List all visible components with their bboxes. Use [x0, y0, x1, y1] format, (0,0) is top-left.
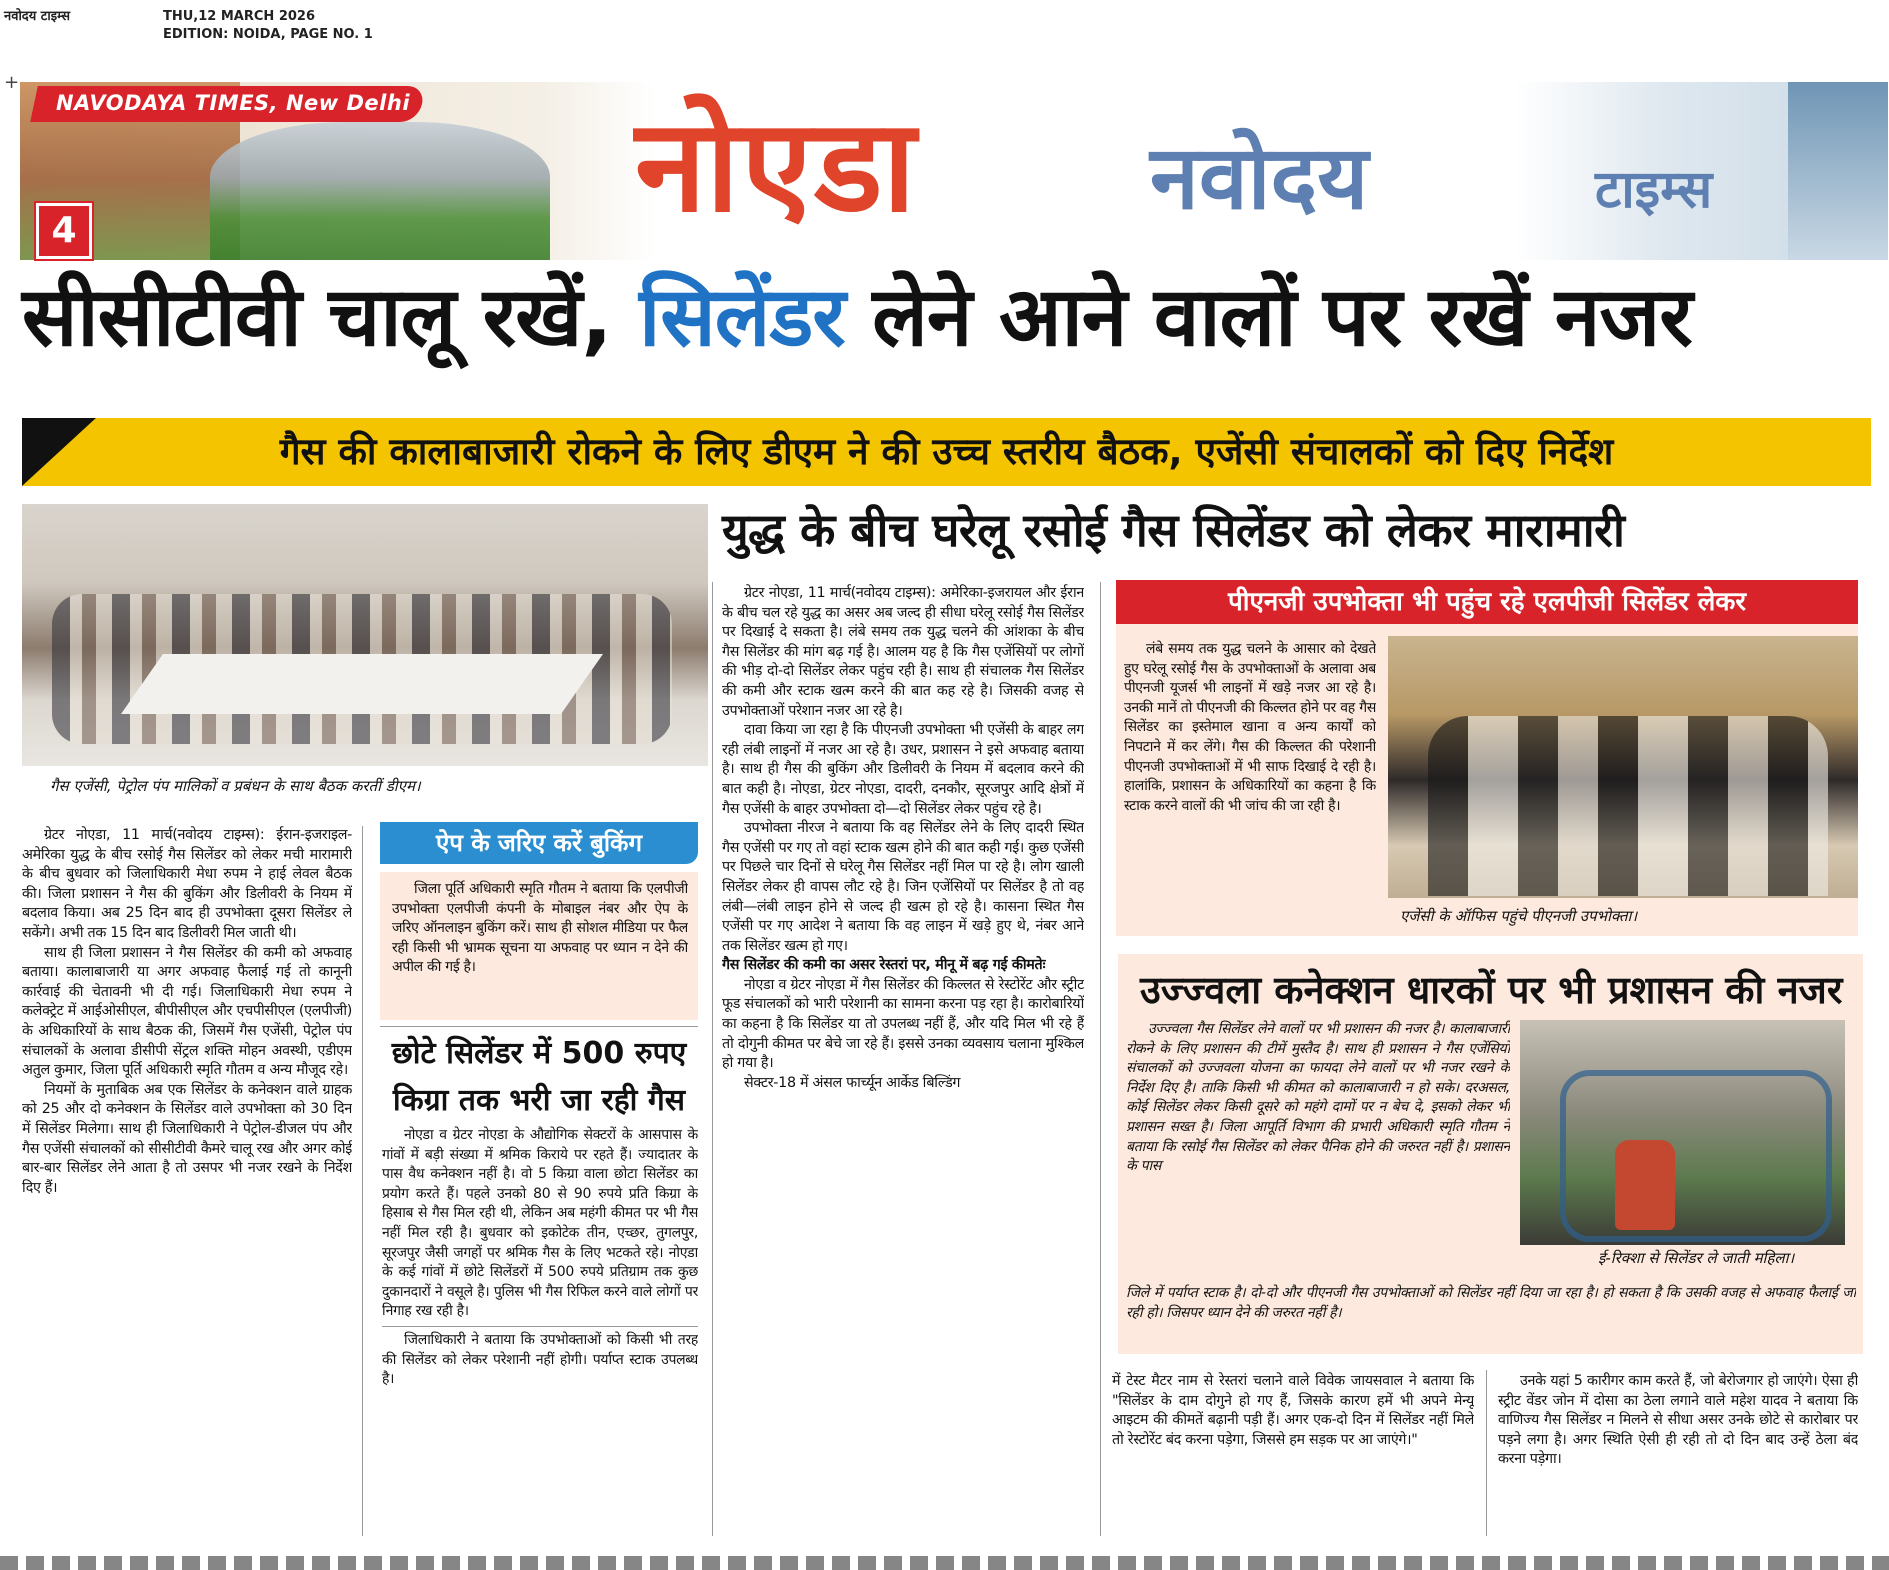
war-story-paragraph: दावा किया जा रहा है कि पीएनजी उपभोक्ता भी एजेंसी के बाहर लग रही लंबी लाइनों में नजर आ रहे है। उधर, प्रशासन ने इसे अफवाह बताया है। साथ ही गैस की बुकिंग और डिलीवरी के नियम में बदलाव करने की बात कही है। नोएडा, ग्रेटर नोएडा, दादरी, दनकौर, सूरजपुर आदि क्षेत्रों में गैस एजेंसी के बाहर उपभोक्ता दो—दो सिलेंडर लेकर पहुंच रहे है।	[722, 722, 1084, 817]
restaurant-paragraph: में टेस्ट मैटर नाम से रेस्तरां चलाने वाले विवेक जायसवाल ने बताया कि "सिलेंडर के दाम दोगुने हो गए हैं, जिसके कारण हमें भी अपने मेन्यू आइटम की कीमतें बढ़ानी पड़ी हैं। अगर एक-दो दिन में सिलेंडर नहीं मिले तो रेस्टोरेंट बंद करना पड़ेगा, जिससे हम सड़क पर आ जाएंगे।"	[1112, 1373, 1474, 1448]
png-photo-caption: एजेंसी के ऑफिस पहुंचे पीएनजी उपभोक्ता।	[1400, 907, 1638, 925]
small-cylinder-headline: छोटे सिलेंडर में 500 रुपए किग्रा तक भरी जा रही गैस	[391, 1036, 687, 1118]
war-story-headline: युद्ध के बीच घरेलू रसोई गैस सिलेंडर को लेकर मारामारी	[722, 503, 1625, 557]
restaurant-column-a	[1112, 1372, 1474, 1538]
main-headline-highlight: सिलेंडर	[639, 270, 845, 365]
page-number: 4	[36, 203, 92, 259]
masthead-building-image	[1788, 82, 1888, 260]
edition-info	[163, 8, 373, 44]
app-booking-paragraph: जिला पूर्ति अधिकारी स्मृति गौतम ने बताया कि एलपीजी उपभोक्ता एलपीजी कंपनी के मोबाइल नंबर और ऐप के जरिए ऑनलाइन बुकिंग करें। साथ ही सोशल मीडिया पर फैल रही किसी भी भ्रामक सूचना या अफवाह पर ध्यान न देने की अपील की गई है।	[392, 881, 688, 975]
war-story-paragraph: उपभोक्ता नीरज ने बताया कि वह सिलेंडर लेने के लिए दादरी स्थित गैस एजेंसी पर गए तो वहां स्टाक खत्म होने की बात कही गई। कुछ एजेंसी पर पिछले चार दिनों से घरेलू गैस सिलेंडर नहीं मिल पा रहे है। लोग खाली सिलेंडर लेकर ही वापस लौट रहे है। जिन एजेंसियों पर सिलेंडर है तो वह लंबी—लंबी लाइन होने से जल्द ही खत्म हो रहे है। कासना स्थित गैस एजेंसी पर गए आदेश ने बताया कि वह लाइन में खड़े हुए थे, नंबर आने तक सिलेंडर खत्म हो गए।	[722, 820, 1084, 954]
edition-date: THU,12 MARCH 2026	[163, 9, 315, 24]
epaper-logo: नवोदय टाइम्स	[4, 9, 71, 24]
main-headline-part1: सीसीटीवी चालू रखें,	[22, 270, 640, 365]
small-cylinder-paragraph-2: जिलाधिकारी ने बताया कि उपभोक्ताओं को किसी भी तरह की सिलेंडर को लेकर परेशानी नहीं होगी। पर्याप्त स्टाक उपलब्ध है।	[382, 1326, 698, 1390]
png-title: पीएनजी उपभोक्ता भी पहुंच रहे एलपीजी सिलेंडर लेकर	[1228, 587, 1746, 617]
masthead-tag: NAVODAYA TIMES, New Delhi	[56, 91, 411, 115]
column-divider	[362, 826, 363, 1536]
masthead-title-noida: नोएडा	[635, 92, 918, 241]
article-paragraph: नियमों के मुताबिक अब एक सिलेंडर के कनेक्शन वाले ग्राहक को 25 और दो कनेक्शन के सिलेंडर वाले उपभोक्ता को 30 दिन में सिलेंडर मिलेगा। साथ ही जिलाधिकारी ने पेट्रोल-डीजल पंप और गैस एजेंसी संचालकों को सीसीटीवी कैमरे चालू रख और अगर कोई बार-बार सिलेंडर लेने आता है तो उसपर भी नजर रखने के निर्देश दिए हैं।	[22, 1081, 352, 1196]
column-divider	[1100, 582, 1101, 1536]
app-booking-text	[392, 880, 688, 1020]
erickshaw-frame	[1560, 1070, 1832, 1242]
masthead-title-times: टाइम्स	[1595, 160, 1713, 220]
column-divider	[712, 582, 713, 1536]
war-story-paragraph: सेक्टर-18 में अंसल फार्च्यून आर्केड बिल्डिंग	[744, 1074, 961, 1091]
article-column-1	[22, 826, 352, 1538]
main-headline-part3: लेने आने वालों पर रखें नजर	[844, 270, 1692, 365]
erickshaw-photo-caption: ई-रिक्शा से सिलेंडर ले जाती महिला।	[1598, 1249, 1795, 1267]
masthead-stadium-image	[210, 122, 550, 260]
ujjwala-paragraph-2: जिले में पर्याप्त स्टाक है। दो-दो और पीएनजी गैस उपभोक्ताओं को सिलेंडर नहीं दिया जा रहा है। हो सकता है कि उसकी वजह से अफवाह फैलाई जा रही हो। जिसपर ध्यान देने की जरुरत नहीं है।	[1126, 1285, 1856, 1321]
crosshair-mark: +	[4, 72, 20, 93]
png-paragraph: लंबे समय तक युद्ध चलने के आसार को देखते हुए घरेलू रसोई गैस के उपभोक्ताओं के अलावा अब पीएनजी यूजर्स भी लाइनों में खड़े नजर आ रहे है। उनकी मानें तो पीएनजी की किल्लत होने पर वह गैस सिलेंडर का इस्तेमाल खाना व अन्य कार्यों को निपटाने में कर लेंगे। गैस की किल्लत की परेशानी पीएनजी उपभोक्ताओं में भी साफ दिखाई दे रही है। हालांकि, प्रशासन के अधिकारियों का कहना है कि स्टाक करने वालों की भी जांच की जा रही है।	[1124, 641, 1376, 814]
small-cylinder-text	[382, 1126, 698, 1538]
restaurant-column-b	[1498, 1372, 1858, 1538]
subheadline: गैस की कालाबाजारी रोकने के लिए डीएम ने की उच्च स्तरीय बैठक, एजेंसी संचालकों को दिए निर्देश	[279, 430, 1614, 473]
war-story-column	[722, 584, 1084, 1538]
png-text	[1124, 640, 1376, 932]
gas-cylinder	[1615, 1140, 1675, 1230]
ujjwala-paragraph: उज्ज्वला गैस सिलेंडर लेने वालों पर भी प्रशासन की नजर है। कालाबाजारी रोकने के लिए प्रशासन की टीमें मुस्तैद है। साथ ही प्रशासन ने गैस एजेंसियों संचालकों को उज्जवला योजना का फायदा लेने वालों पर भी नजर रखने के निर्देश दिए है। ताकि किसी भी कीमत को कालाबाजारी न हो सके। दरअसल, कोई सिलेंडर लेकर किसी दूसरे को महंगे दामों पर न बेच दे, इसको लेकर भी प्रशासन सख्त है। जिला आपूर्ति विभाग की प्रभारी अधिकारी स्मृति गौतम ने बताया कि रसोई गैस सिलेंडर को लेकर पैनिक होने की जरुरत नहीं है। प्रशासन के पास	[1126, 1021, 1510, 1175]
war-story-paragraph: नोएडा व ग्रेटर नोएडा में गैस सिलेंडर की किल्लत से रेस्टोरेंट और स्ट्रीट फूड संचालकों को भारी परेशानी का सामना करना पड़ रहा है। कारोबारियों का कहना है कि सिलेंडर या तो उपलब्ध नहीं हैं, और यदि मिल भी रहे हैं तो दोगुनी कीमत पर बेचे जा रहे हैं। इससे उनका व्यवसाय चलाना मुश्किल हो गया है।	[722, 976, 1084, 1072]
meeting-photo	[22, 504, 708, 766]
restaurant-paragraph: उनके यहां 5 कारीगर काम करते हैं, जो बेरोजगार हो जाएंगे। ऐसा ही स्ट्रीट वेंडर जोन में दोसा का ठेला लगाने वाले महेश यादव ने बताया कि वाणिज्य गैस सिलेंडर न मिलने से सीधा असर उनके छोटे से कारोबार पर पड़ने लगा है। अगर स्थिति ऐसी ही रही तो दो दिन बाद उन्हें ठेला बंद करना पड़ेगा।	[1498, 1373, 1858, 1468]
column-divider	[1486, 1370, 1487, 1536]
article-paragraph: साथ ही जिला प्रशासन ने गैस सिलेंडर की कमी को अफवाह बताया। कालाबाजारी या अगर अफवाह फैलाई गई तो कानूनी कार्रवाई की चेतावनी भी दी गई। जिलाधिकारी मेधा रुपम ने कलेक्ट्रेट में आईओसीएल, बीपीसीएल और एचपीसीएल (एलपीजी) के अधिकारियों के साथ बैठक की, जिसमें गैस एजेंसी, पेट्रोल पंप संचालकों के अलावा डीसीपी सेंट्रल शक्ति मोहन अवस्थी, एडीएम अतुल कुमार, जिला पूर्ति अधिकारी स्मृति गौतम व अन्य मौजूद रहे।	[22, 944, 352, 1079]
ujjwala-text	[1126, 1020, 1510, 1272]
masthead-title-navoday: नवोदय	[1150, 126, 1369, 229]
edition-line: EDITION: NOIDA, PAGE NO. 1	[163, 27, 373, 42]
subheadline-band	[22, 418, 1871, 486]
small-cylinder-paragraph: नोएडा व ग्रेटर नोएडा के औद्योगिक सेक्टरों के आसपास के गांवों में बड़ी संख्या में श्रमिक किराये पर रहते हैं। ज्यादातर के पास वैध कनेक्शन नहीं है। वो 5 किग्रा वाला छोटा सिलेंडर का प्रयोग करते हैं। पहले उनको 80 से 90 रुपये प्रति किग्रा के हिसाब से गैस मिल रही थी, लेकिन अब महंगी कीमत पर भी गैस नहीं मिल रही है। बुधवार को इकोटेक तीन, एच्छर, तुगलपुर, सूरजपुर जैसी जगहों पर श्रमिक गैस के लिए भटकते रहे। नोएडा के कई गांवों में छोटे सिलेंडरों में 500 रुपये प्रतिग्राम तक कुछ दुकानदारों ने वसूले है। पुलिस भी गैस रिफिल करने वाले लोगों पर निगाह रख रही है।	[382, 1127, 698, 1320]
section-divider	[380, 1026, 698, 1027]
meeting-table	[121, 654, 603, 714]
meeting-photo-caption: गैस एजेंसी, पेट्रोल पंप मालिकों व प्रबंधन के साथ बैठक करतीं डीएम।	[50, 777, 421, 795]
article-paragraph: ग्रेटर नोएडा, 11 मार्च(नवोदय टाइम्स): ईरान-इजराइल-अमेरिका युद्ध के बीच रसोई गैस सिलेंडर को लेकर मची मारामारी के बीच बुधवार को जिलाधिकारी मेधा रुपम ने हाई लेवल बैठक की। जिला प्रशासन ने गैस की बुकिंग और डिलीवरी के नियम में बदलाव किया। अब 25 दिन बाद ही उपभोक्ता दूसरा सिलेंडर ले सकेंगे। अभी तक 15 दिन बाद डिलीवरी मिल जाती थी।	[22, 827, 352, 941]
war-story-paragraph: ग्रेटर नोएडा, 11 मार्च(नवोदय टाइम्स): अमेरिका-इजरायल और ईरान के बीच चल रहे युद्ध का असर अब जल्द ही सीधा घरेलू रसोई गैस सिलेंडर पर दिखाई दे सकता है। लंबे समय तक युद्ध चलने की आंशका के बीच गैस सिलेंडर की मांग बढ़ गई है। आलम यह है कि गैस एजेंसियों पर लोगों की भीड़ दो-दो सिलेंडर लेकर पहुंच रही है। साथ ही संचालक गैस सिलेंडर की कमी और स्टाक खत्म करने की बात कह रहे है। जिसकी वजह से उपभोक्ताओं परेशान नजर आ रहे है।	[722, 585, 1084, 719]
app-booking-title: ऐप के जरिए करें बुकिंग	[436, 829, 642, 857]
ujjwala-headline: उज्ज्वला कनेक्शन धारकों पर भी प्रशासन की नजर	[1140, 968, 1843, 1012]
erickshaw-photo	[1520, 1020, 1845, 1245]
main-headline	[22, 268, 1872, 368]
next-story-cutoff	[0, 1556, 1889, 1570]
restaurant-subhead: गैस सिलेंडर की कमी का असर रेस्तरां पर, मीनू में बढ़ गई कीमतेः	[722, 957, 1046, 974]
png-consumers-photo	[1388, 636, 1858, 898]
ujjwala-text-wide	[1126, 1284, 1856, 1346]
png-crowd	[1428, 716, 1828, 896]
